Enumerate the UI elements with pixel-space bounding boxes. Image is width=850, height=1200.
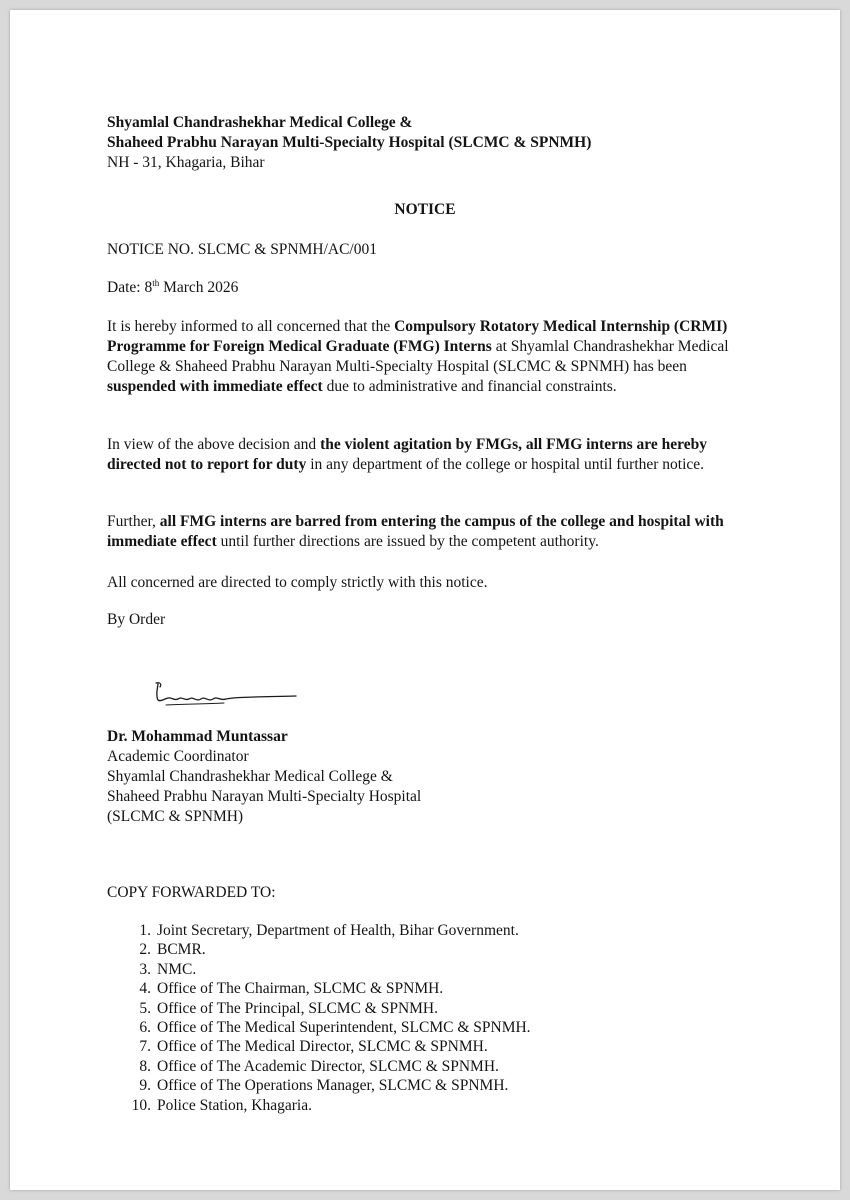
list-item-text: Office of The Academic Director, SLCMC & SPNMH. xyxy=(157,1057,499,1075)
list-item-text: Office of The Medical Superintendent, SLCMC & SPNMH. xyxy=(157,1019,531,1037)
list-item xyxy=(107,1037,787,1056)
list-item-number: 9. xyxy=(139,1077,151,1095)
list-item-number: 1. xyxy=(139,922,151,939)
list-item-number: 5. xyxy=(139,999,151,1017)
p3-text-1: Further, xyxy=(107,513,160,530)
list-item-text: Office of The Operations Manager, SLCMC & SPNMH. xyxy=(157,1077,509,1095)
list-item xyxy=(107,1057,787,1076)
letterhead xyxy=(107,113,757,153)
p2-text-1: In view of the above decision and xyxy=(107,436,321,453)
signatory-block xyxy=(107,727,757,827)
list-item-text: Joint Secretary, Department of Health, Bihar Government. xyxy=(157,922,519,939)
list-item-text: Police Station, Khagaria. xyxy=(157,1096,312,1114)
list-item-number: 8. xyxy=(139,1057,151,1075)
notice-date xyxy=(107,278,757,298)
signatory-org-line-1: Shyamlal Chandrashekhar Medical College & xyxy=(107,768,393,785)
list-item-text: Office of The Chairman, SLCMC & SPNMH. xyxy=(157,980,444,998)
list-item-number: 3. xyxy=(139,960,151,978)
p3-bold-1: all FMG interns are barred from entering the campus of the college and hospital with immediate effect xyxy=(107,513,724,550)
handwritten-signature xyxy=(146,678,306,708)
list-item xyxy=(107,921,787,940)
p2-bold-1: the violent agitation by FMGs, all FMG interns are hereby directed not to report for duty xyxy=(107,436,707,473)
p2-text-2: in any department of the college or hospital until further notice. xyxy=(306,456,705,473)
letterhead-college: Shyamlal Chandrashekhar Medical College & xyxy=(107,114,413,131)
notice-title: NOTICE xyxy=(394,201,456,218)
p1-bold-2: suspended with immediate effect xyxy=(107,378,323,395)
p1-text-1: It is hereby informed to all concerned that the xyxy=(107,318,395,335)
p1-text-2: at Shyamlal Chandrashekhar Medical College & Shaheed Prabhu Narayan Multi-Specialty Hospital (SLCMC & SPNMH) has been xyxy=(107,338,729,375)
list-item-text: BCMR. xyxy=(157,941,206,959)
list-item xyxy=(107,999,787,1018)
signatory-name: Dr. Mohammad Muntassar xyxy=(107,728,288,745)
list-item-text: NMC. xyxy=(157,960,197,978)
p1-bold-1: Compulsory Rotatory Medical Internship (CRMI) Programme for Foreign Medical Graduate (FMG) Interns xyxy=(107,318,728,355)
list-item xyxy=(107,960,787,979)
letterhead-address: NH - 31, Khagaria, Bihar xyxy=(107,154,265,171)
signatory-designation: Academic Coordinator xyxy=(107,748,249,765)
notice-number: NOTICE NO. SLCMC & SPNMH/AC/001 xyxy=(107,241,377,258)
list-item xyxy=(107,1018,787,1037)
list-item-number: 4. xyxy=(139,980,151,998)
list-item xyxy=(107,1096,787,1115)
list-item-number: 6. xyxy=(139,1019,151,1037)
p3-text-2: until further directions are issued by the competent authority. xyxy=(216,533,599,550)
by-order: By Order xyxy=(107,611,166,628)
list-item-text: Office of The Principal, SLCMC & SPNMH. xyxy=(157,999,439,1017)
date-superscript: th xyxy=(152,278,160,288)
signatory-org-line-3: (SLCMC & SPNMH) xyxy=(107,808,244,825)
p1-text-3: due to administrative and financial constraints. xyxy=(322,378,617,395)
copy-forwarded-title: COPY FORWARDED TO: xyxy=(107,884,276,901)
paragraph-campus-ban xyxy=(107,512,757,552)
list-item-number: 2. xyxy=(139,941,151,959)
list-item xyxy=(107,979,787,998)
paragraph-suspension xyxy=(107,317,757,397)
paragraph-duty-directive xyxy=(107,435,757,475)
list-item xyxy=(107,940,787,959)
list-item-text: Office of The Medical Director, SLCMC & SPNMH. xyxy=(157,1038,488,1056)
list-item-number: 10. xyxy=(131,1096,151,1114)
date-suffix: March 2026 xyxy=(159,279,239,296)
copy-forwarded-list xyxy=(107,921,787,1115)
letterhead-hospital: Shaheed Prabhu Narayan Multi-Specialty Hospital (SLCMC & SPNMH) xyxy=(107,134,592,151)
list-item xyxy=(107,1076,787,1095)
date-prefix: Date: 8 xyxy=(107,279,153,296)
list-item-number: 7. xyxy=(139,1038,151,1056)
document-page xyxy=(10,10,840,1190)
signatory-org-line-2: Shaheed Prabhu Narayan Multi-Specialty Hospital xyxy=(107,788,422,805)
paragraph-compliance: All concerned are directed to comply strictly with this notice. xyxy=(107,574,488,591)
